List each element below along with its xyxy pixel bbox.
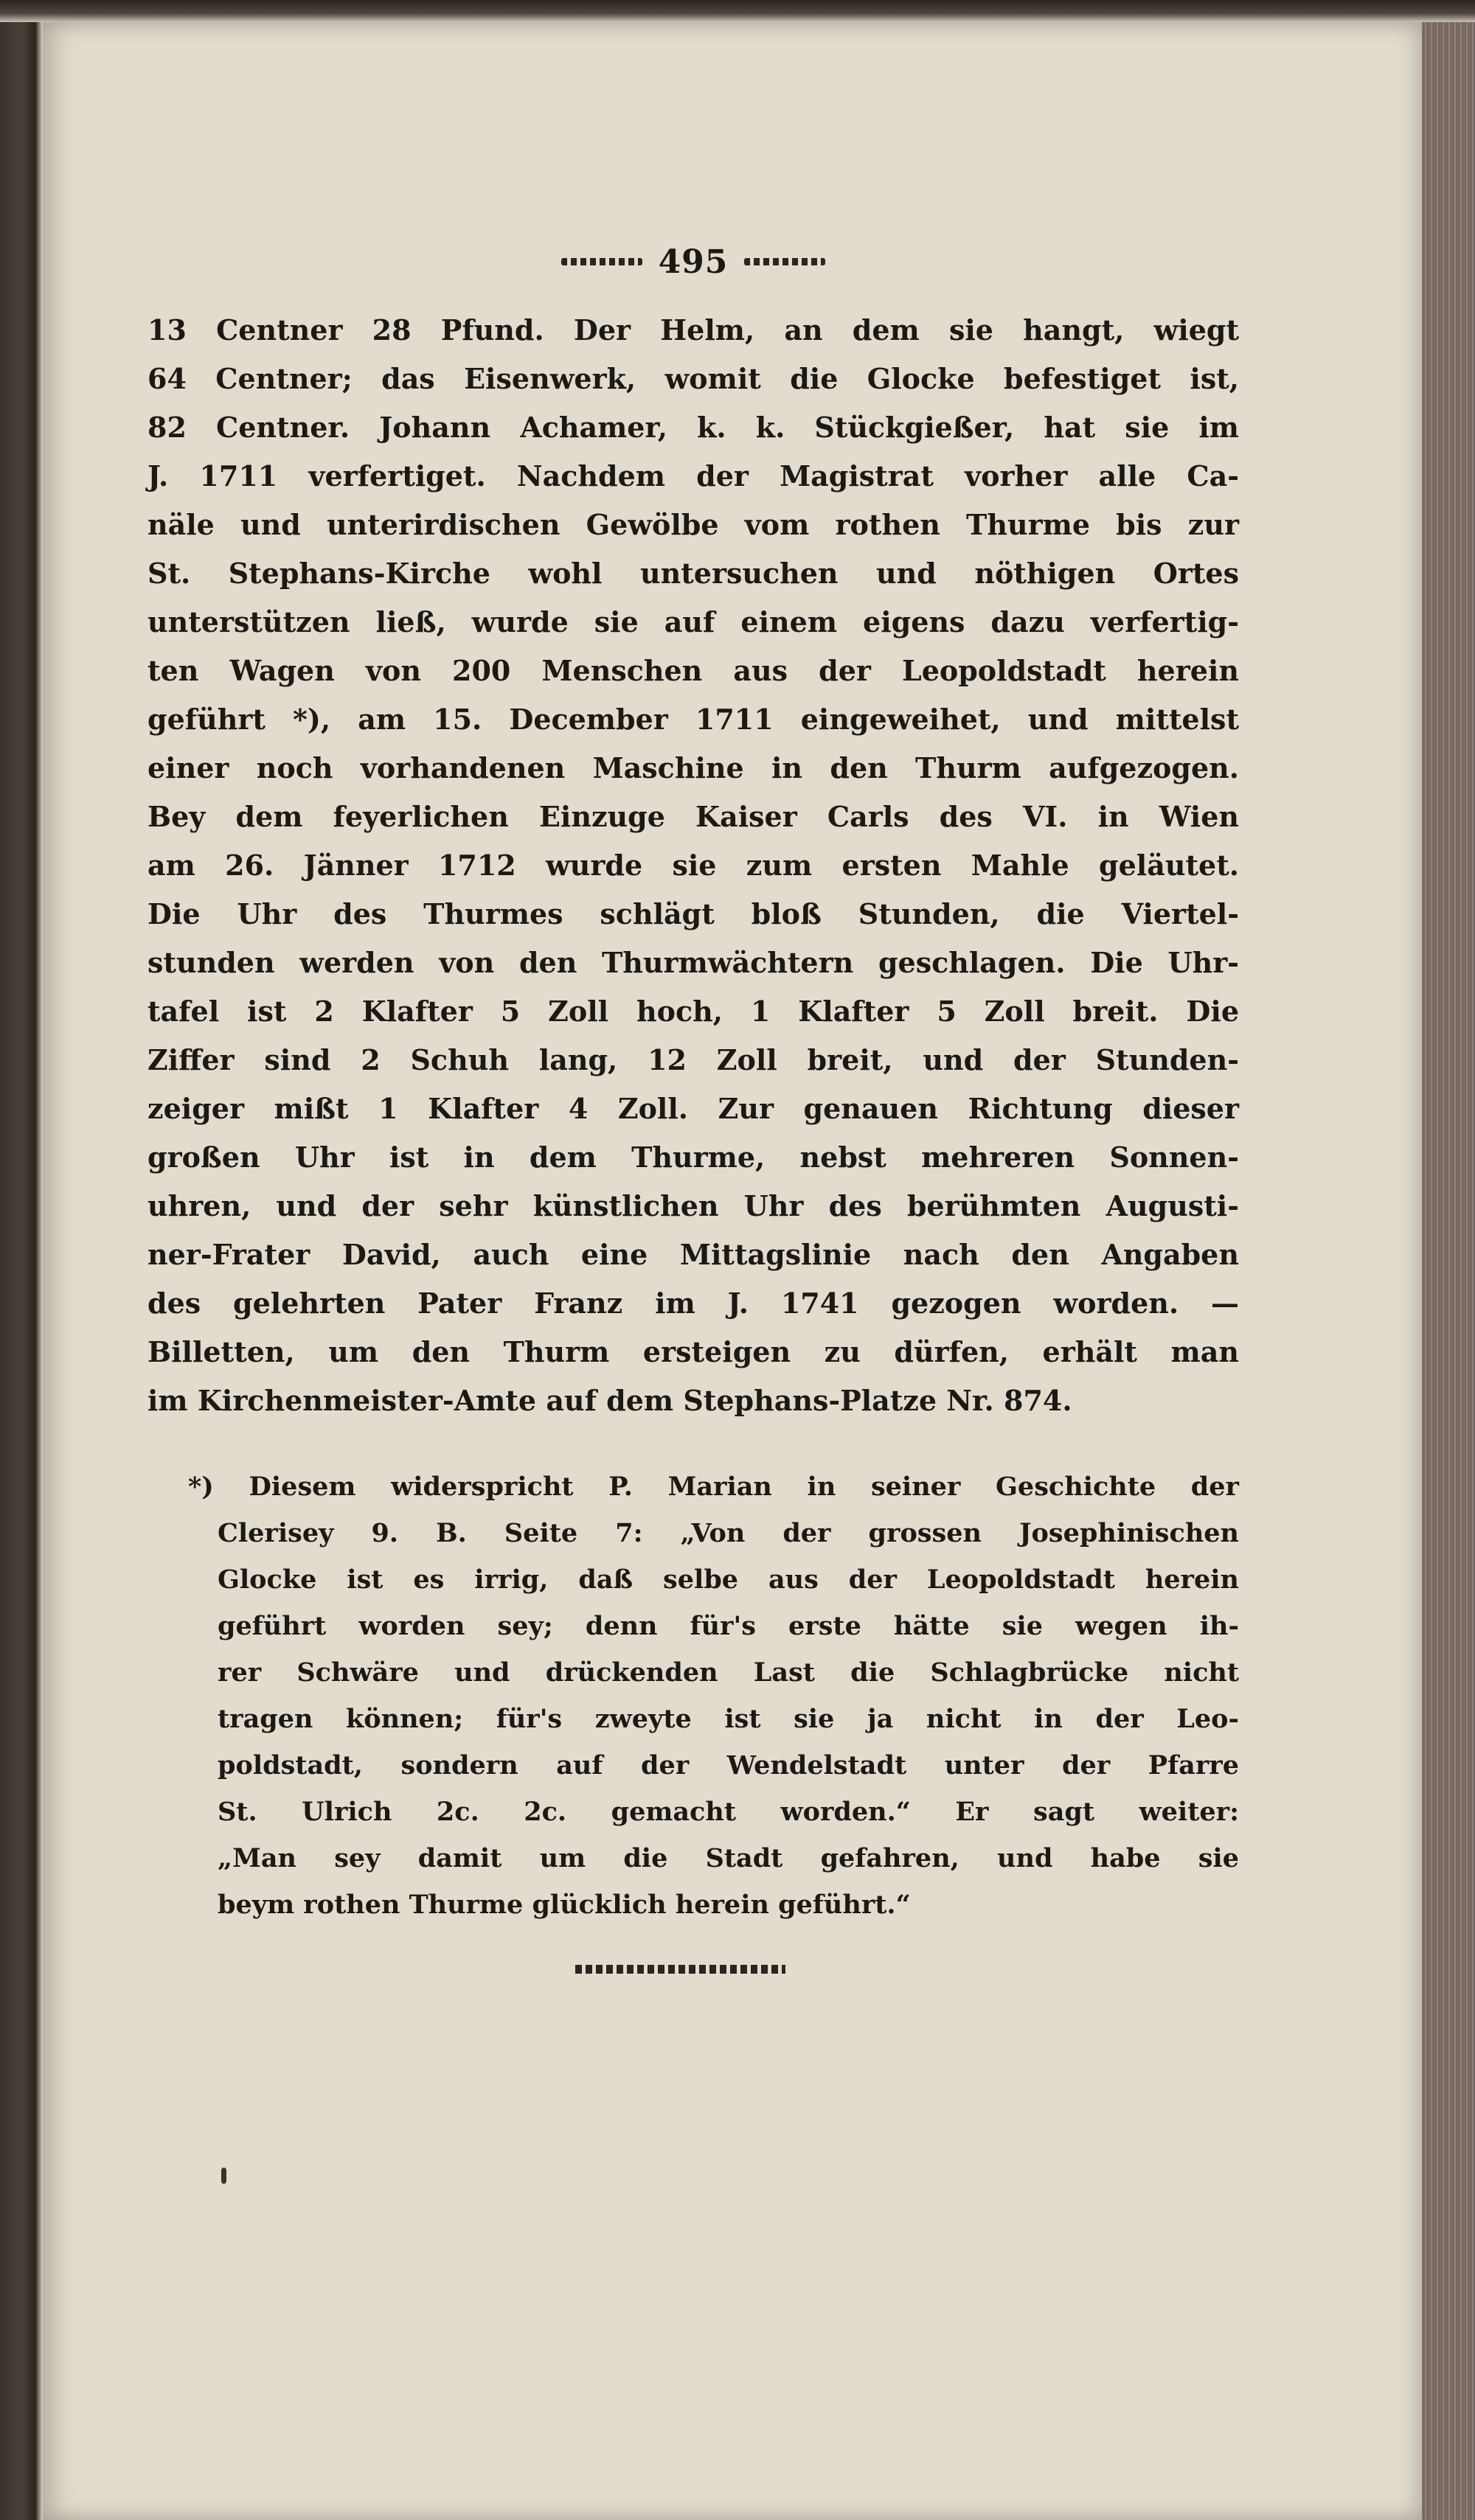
text-line: geführt *), am 15. December 1711 eingeweihet, und mittelst <box>148 703 1239 736</box>
footnote-line: „Man sey damit um die Stadt gefahren, und habe sie <box>218 1843 1239 1873</box>
text-line: des gelehrten Pater Franz im J. 1741 gezogen worden. — <box>148 1287 1239 1320</box>
footnote-line: *) Diesem widerspricht P. Marian in seiner Geschichte der <box>188 1472 1239 1502</box>
footnote-line: beym rothen Thurme glücklich herein geführt.“ <box>218 1890 911 1920</box>
footnote-line: Clerisey 9. B. Seite 7: „Von der grossen Josephinischen <box>218 1518 1239 1548</box>
page-number: 495 <box>658 243 729 281</box>
text-line: tafel ist 2 Klafter 5 Zoll hoch, 1 Klafter 5 Zoll breit. Die <box>148 995 1239 1028</box>
text-line: 82 Centner. Johann Achamer, k. k. Stückgießer, hat sie im <box>148 411 1239 444</box>
footnote-line: Glocke ist es irrig, daß selbe aus der Leopoldstadt herein <box>218 1564 1239 1595</box>
footnote <box>188 1463 1239 1928</box>
text-line: stunden werden von den Thurmwächtern geschlagen. Die Uhr- <box>148 946 1239 979</box>
footnote-line: St. Ulrich 2c. 2c. gemacht worden.“ Er sagt weiter: <box>218 1797 1239 1827</box>
text-line: am 26. Jänner 1712 wurde sie zum ersten Mahle geläutet. <box>148 849 1239 882</box>
page-header <box>148 236 1239 288</box>
main-text <box>148 306 1239 1425</box>
footnote-line: poldstadt, sondern auf der Wendelstadt unter der Pfarre <box>218 1750 1239 1781</box>
text-line: Bey dem feyerlichen Einzuge Kaiser Carls des VI. in Wien <box>148 800 1239 833</box>
text-line: näle und unterirdischen Gewölbe vom rothen Thurme bis zur <box>148 508 1239 541</box>
text-line: Die Uhr des Thurmes schlägt bloß Stunden, die Viertel- <box>148 897 1239 930</box>
footnote-line: rer Schwäre und drückenden Last die Schlagbrücke nicht <box>218 1657 1239 1688</box>
book-top-edge <box>0 0 1475 22</box>
text-line: uhren, und der sehr künstlichen Uhr des berühmten Augusti- <box>148 1189 1239 1222</box>
text-line: im Kirchenmeister-Amte auf dem Stephans-Platze Nr. 874. <box>148 1384 1072 1417</box>
text-line: 13 Centner 28 Pfund. Der Helm, an dem sie hangt, wiegt <box>148 313 1239 347</box>
text-line: J. 1711 verfertiget. Nachdem der Magistrat vorher alle Ca- <box>148 459 1239 492</box>
text-line: Billetten, um den Thurm ersteigen zu dürfen, erhält man <box>148 1335 1239 1368</box>
text-line: ten Wagen von 200 Menschen aus der Leopoldstadt herein <box>148 654 1239 687</box>
text-line: unterstützen ließ, wurde sie auf einem eigens dazu verfertig- <box>148 605 1239 638</box>
paper-speck <box>221 2168 226 2184</box>
header-ornament-right <box>744 258 825 265</box>
footnote-line: tragen können; für's zweyte ist sie ja nicht in der Leo- <box>218 1704 1239 1734</box>
page-stack-edge <box>1422 22 1475 2520</box>
header-ornament-left <box>561 258 642 265</box>
text-line: zeiger mißt 1 Klafter 4 Zoll. Zur genauen Richtung dieser <box>148 1092 1239 1125</box>
text-line: großen Uhr ist in dem Thurme, nebst mehreren Sonnen- <box>148 1141 1239 1174</box>
text-line: 64 Centner; das Eisenwerk, womit die Glocke befestiget ist, <box>148 362 1239 395</box>
text-line: Ziffer sind 2 Schuh lang, 12 Zoll breit, und der Stunden- <box>148 1043 1239 1076</box>
footnote-line: geführt worden sey; denn für's erste hätte sie wegen ih- <box>218 1611 1239 1641</box>
text-line: ner-Frater David, auch eine Mittagslinie nach den Angaben <box>148 1238 1239 1271</box>
end-ornament-rule <box>575 1965 785 1974</box>
text-line: einer noch vorhandenen Maschine in den Thurm aufgezogen. <box>148 751 1239 784</box>
text-line: St. Stephans-Kirche wohl untersuchen und nöthigen Ortes <box>148 557 1239 590</box>
